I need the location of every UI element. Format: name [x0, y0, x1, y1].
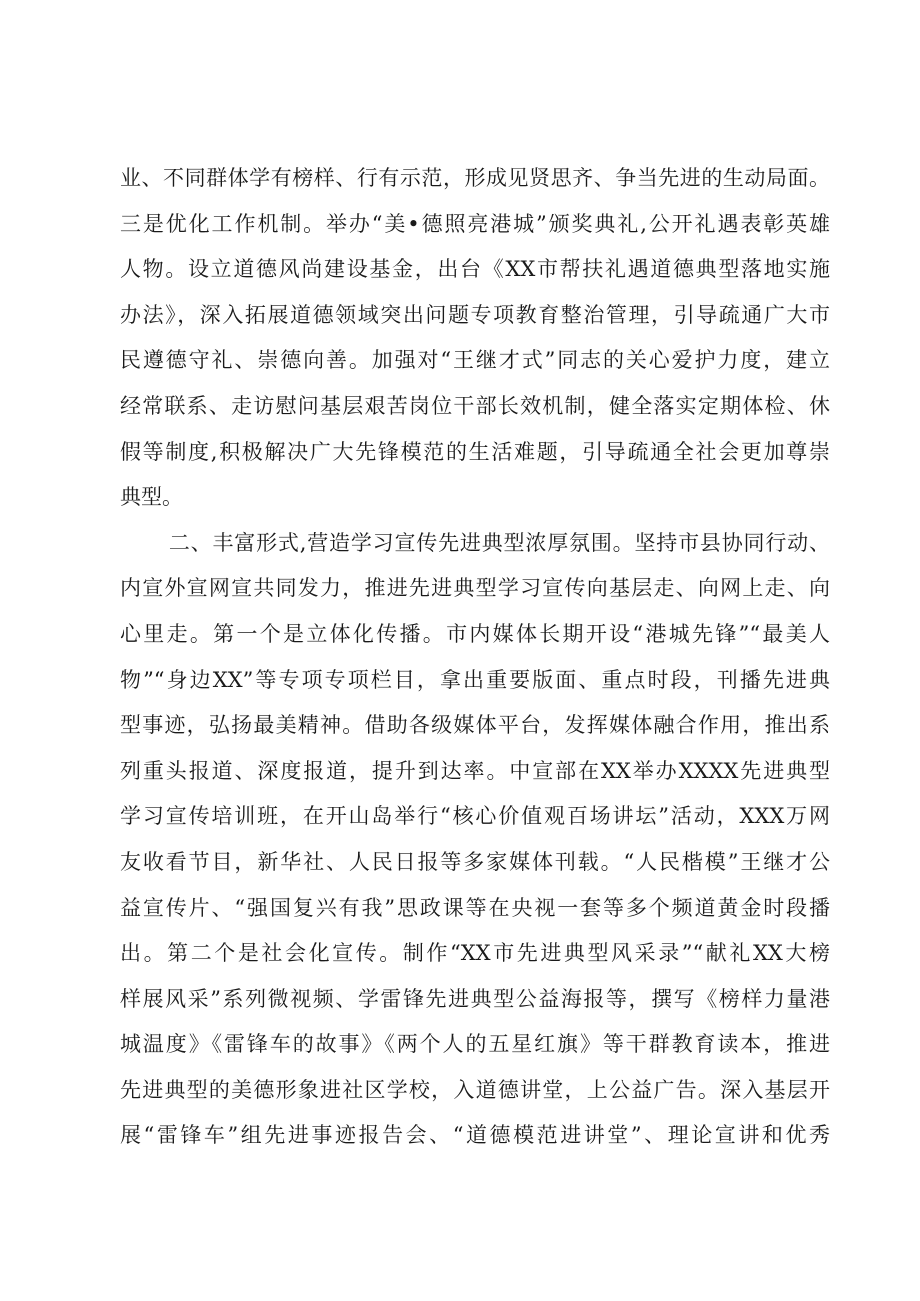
text-line: 型事迹，弘扬最美精神。借助各级媒体平台，发挥媒体融合作用，推出系 [120, 713, 830, 738]
text-line: 办法》，深入拓展道德领域突出问题专项教育整治管理，引导疏通广大市 [120, 302, 830, 327]
text-line: 典型。 [120, 485, 183, 510]
paragraph [120, 521, 830, 1159]
text-line: 样展风采”系列微视频、学雷锋先进典型公益海报等，撰写《榜样力量港 [120, 986, 830, 1011]
text-line: 益宣传片、“强国复兴有我”思政课等在央视一套等多个频道黄金时段播 [120, 895, 830, 920]
text-line: 物”“身边XX”等专项专项栏目，拿出重要版面、重点时段，刊播先进典 [120, 667, 830, 692]
text-line-content: 二、丰富形式,营造学习宣传先进典型浓厚氛围。坚持市县协同行动、 [168, 530, 830, 555]
text-line: 城温度》《雷锋车的故事》《两个人的五星红旗》等干群教育读本，推进 [120, 1032, 830, 1057]
text-line: 学习宣传培训班，在开山岛举行“核心价值观百场讲坛”活动，XXX万网 [120, 804, 830, 829]
text-line: 民遵德守礼、崇德向善。加强对“王继才式”同志的关心爱护力度，建立 [120, 348, 830, 373]
text-line: 心里走。第一个是立体化传播。市内媒体长期开设“港城先锋”“最美人 [120, 621, 830, 646]
text-line: 人物。设立道德风尚建设基金，出台《XX市帮扶礼遇道德典型落地实施 [120, 257, 830, 282]
text-line: 列重头报道、深度报道，提升到达率。中宣部在XX举办XXXX先进典型 [120, 758, 830, 783]
text-line: 业、不同群体学有榜样、行有示范，形成见贤思齐、争当先进的生动局面。 [120, 166, 830, 190]
paragraph [120, 156, 830, 521]
text-line: 友收看节目，新华社、人民日报等多家媒体刊载。“人民楷模”王继才公 [120, 849, 830, 874]
text-line-indented [120, 521, 830, 567]
text-line: 三是优化工作机制。举办“美•德照亮港城”颁奖典礼,公开礼遇表彰英雄 [120, 211, 830, 236]
text-line: 展“雷锋车”组先进事迹报告会、“道德模范进讲堂”、理论宣讲和优秀 [120, 1123, 830, 1148]
document-body [120, 156, 830, 1159]
text-line: 先进典型的美德形象进社区学校，入道德讲堂，上公益广告。深入基层开 [120, 1077, 830, 1102]
text-line: 经常联系、走访慰问基层艰苦岗位干部长效机制，健全落实定期体检、休 [120, 393, 830, 418]
text-line: 假等制度,积极解决广大先锋模范的生活难题，引导疏通全社会更加尊崇 [120, 439, 830, 464]
text-line: 出。第二个是社会化宣传。制作“XX市先进典型风采录”“献礼XX大榜 [120, 941, 830, 966]
text-line: 内宣外宣网宣共同发力，推进先进典型学习宣传向基层走、向网上走、向 [120, 576, 830, 601]
